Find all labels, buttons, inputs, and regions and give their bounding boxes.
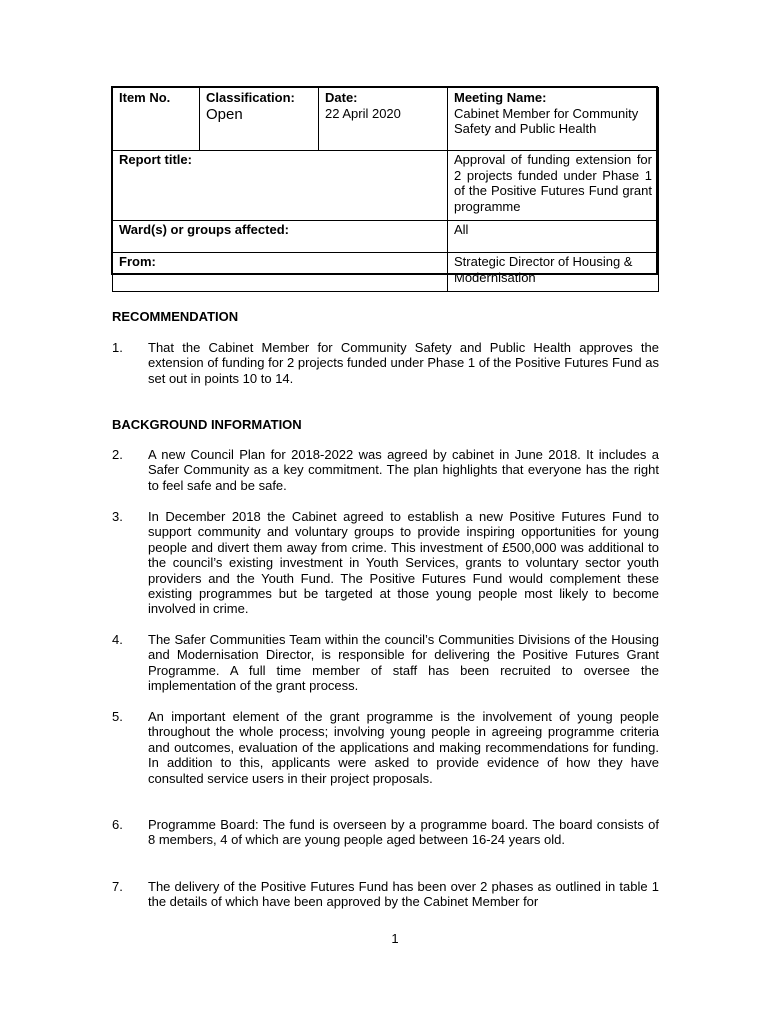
classification-value: Open (206, 105, 243, 123)
paragraph-number: 6. (112, 817, 123, 832)
paragraph-2 (112, 447, 659, 493)
paragraph-text: In December 2018 the Cabinet agreed to establish a new Positive Futures Fund to support community and voluntary groups to provide inspiring opportunities for young people and divert them away from crime. This investment of £500,000 was additional to the council’s existing investment in Youth Services, grants to voluntary sector youth providers and the Youth Fund. The Positive Futures Fund would complement these existing programmes but be targeted at those young people most likely to become involved in crime. (148, 509, 659, 617)
item-no-label: Item No. (119, 90, 171, 105)
paragraph-6 (112, 817, 659, 848)
report-header-table (112, 87, 659, 292)
date-value: 22 April 2020 (325, 105, 401, 121)
paragraph-number: 2. (112, 447, 123, 462)
from-value: Strategic Director of Housing & Modernisation (448, 253, 659, 292)
paragraph-text: An important element of the grant programme is the involvement of young people throughout the whole process; involving young people in agreeing programme criteria and outcomes, evaluation of the applications and making recommendations for funding. In addition to this, applicants were asked to provide evidence of how they have consulted service users in their project proposals. (148, 709, 659, 786)
report-title-label: Report title: (113, 151, 448, 221)
paragraph-text: The Safer Communities Team within the council’s Communities Divisions of the Housing and Modernisation Director, is responsible for delivering the Positive Futures Grant Programme. A full time member of staff has been recruited to oversee the implementation of the grant process. (148, 632, 659, 694)
page-number-text: 1 (391, 931, 399, 946)
paragraph-number: 1. (112, 340, 123, 355)
from-label: From: (113, 253, 448, 292)
paragraph-text: A new Council Plan for 2018-2022 was agreed by cabinet in June 2018. It includes a Safer Community as a key commitment. The plan highlights that everyone has the right to feel safe and be safe. (148, 447, 659, 493)
meeting-name-value: Cabinet Member for Community Safety and Public Health (454, 105, 639, 136)
paragraph-5 (112, 709, 659, 786)
paragraph-text: The delivery of the Positive Futures Fund has been over 2 phases as outlined in table 1 the details of which have been approved by the Cabinet Member for (148, 879, 659, 910)
paragraph-1 (112, 340, 659, 386)
meeting-name-cell (448, 88, 659, 151)
paragraph-number: 3. (112, 509, 123, 524)
paragraph-3 (112, 509, 659, 617)
classification-cell (200, 88, 319, 151)
paragraph-number: 7. (112, 879, 123, 894)
meeting-name-label: Meeting Name: (454, 90, 547, 105)
wards-value: All (448, 221, 659, 253)
item-no-cell (113, 88, 200, 151)
wards-label: Ward(s) or groups affected: (113, 221, 448, 253)
paragraph-4 (112, 632, 659, 694)
paragraph-number: 4. (112, 632, 123, 647)
report-title-value: Approval of funding extension for 2 projects funded under Phase 1 of the Positive Futures Fund grant programme (448, 151, 659, 221)
date-label: Date: (325, 90, 358, 105)
page-number (0, 931, 770, 946)
paragraph-text: That the Cabinet Member for Community Safety and Public Health approves the extension of funding for 2 projects funded under Phase 1 of the Positive Futures Fund as set out in points 10 to 14. (148, 340, 659, 386)
paragraph-number: 5. (112, 709, 123, 724)
background-heading: BACKGROUND INFORMATION (112, 417, 302, 432)
paragraph-text: Programme Board: The fund is overseen by a programme board. The board consists of 8 members, 4 of which are young people aged between 16-24 years old. (148, 817, 659, 848)
paragraph-7 (112, 879, 659, 910)
classification-label: Classification: (206, 90, 295, 105)
date-cell (319, 88, 448, 151)
recommendation-heading: RECOMMENDATION (112, 309, 239, 324)
